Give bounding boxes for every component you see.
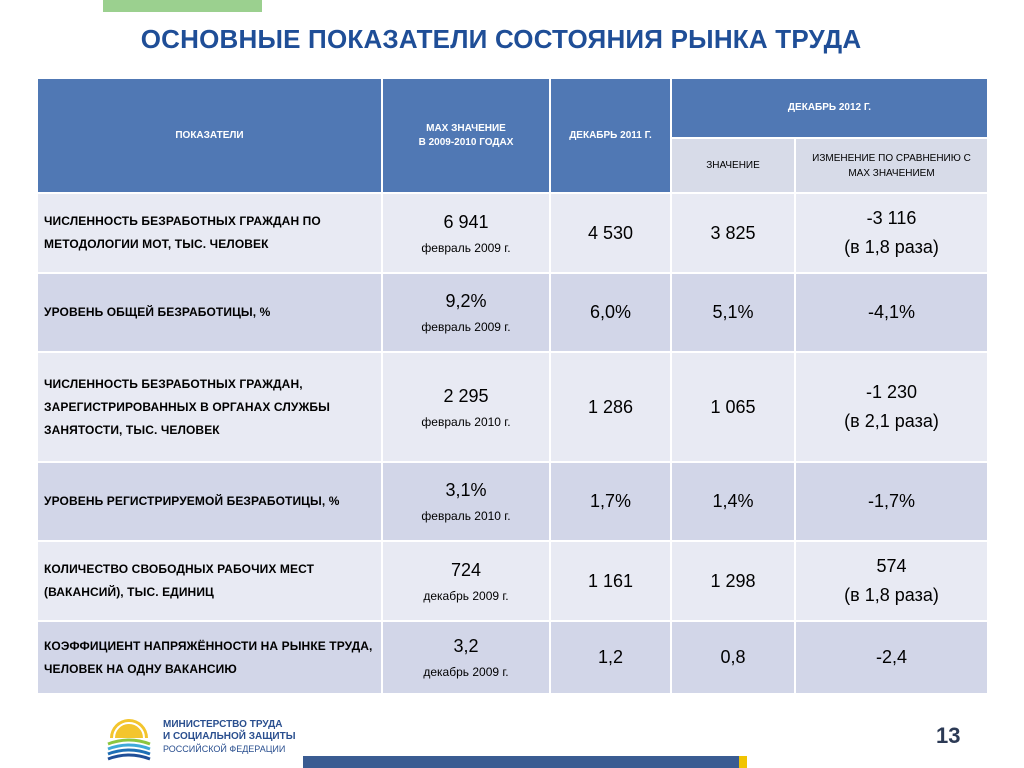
- max-date: февраль 2010 г.: [421, 414, 511, 429]
- change-cell: [795, 193, 988, 273]
- max-date: декабрь 2009 г.: [423, 588, 509, 603]
- row-max: [382, 462, 550, 541]
- max-date: февраль 2009 г.: [421, 240, 511, 255]
- change-note: (в 1,8 раза): [844, 585, 939, 605]
- max-value: 3,1%: [445, 480, 487, 500]
- page-title: ОСНОВНЫЕ ПОКАЗАТЕЛИ СОСТОЯНИЯ РЫНКА ТРУДА: [140, 24, 862, 54]
- change-note: (в 1,8 раза): [844, 237, 939, 257]
- change-value: 574: [876, 556, 907, 576]
- change-value: -1,7%: [795, 462, 988, 541]
- ministry-name: [163, 719, 296, 755]
- max-value: 9,2%: [445, 291, 487, 311]
- labor-market-table: [36, 77, 989, 695]
- dec-2011-value: 4 530: [550, 193, 671, 273]
- table-row: [37, 462, 988, 541]
- table-row: [37, 352, 988, 462]
- table-row: [37, 541, 988, 621]
- change-value: -1 230: [865, 382, 918, 402]
- change-value: -4,1%: [795, 273, 988, 352]
- change-cell: [795, 352, 988, 462]
- dec-2012-value: 0,8: [671, 621, 795, 694]
- table-row: [37, 193, 988, 273]
- row-name: ЧИСЛЕННОСТЬ БЕЗРАБОТНЫХ ГРАЖДАН, ЗАРЕГИСТРИРОВАННЫХ В ОРГАНАХ СЛУЖБЫ ЗАНЯТОСТИ, ТЫС. ЧЕЛОВЕК: [37, 352, 382, 462]
- logo-sun-icon: [110, 719, 148, 738]
- row-name: КОЛИЧЕСТВО СВОБОДНЫХ РАБОЧИХ МЕСТ (ВАКАНСИЙ), ТЫС. ЕДИНИЦ: [37, 541, 382, 621]
- ministry-line-3: РОССИЙСКОЙ ФЕДЕРАЦИИ: [163, 744, 286, 754]
- dec-2011-value: 6,0%: [550, 273, 671, 352]
- row-max: [382, 193, 550, 273]
- header-max-value: [382, 78, 550, 193]
- header-dec-2012: ДЕКАБРЬ 2012 Г.: [671, 78, 988, 138]
- ministry-logo: [106, 716, 152, 762]
- row-name: УРОВЕНЬ РЕГИСТРИРУЕМОЙ БЕЗРАБОТИЦЫ, %: [37, 462, 382, 541]
- table-row: [37, 273, 988, 352]
- row-max: [382, 541, 550, 621]
- change-value: -2,4: [795, 621, 988, 694]
- max-date: февраль 2010 г.: [421, 509, 511, 523]
- header-change: ИЗМЕНЕНИЕ ПО СРАВНЕНИЮ С MAX ЗНАЧЕНИЕМ: [795, 138, 988, 193]
- dec-2011-value: 1 161: [550, 541, 671, 621]
- ministry-line-1: МИНИСТЕРСТВО ТРУДА: [163, 719, 283, 730]
- dec-2012-value: 1 065: [671, 352, 795, 462]
- header-max-line1: MAX ЗНАЧЕНИЕ: [426, 122, 506, 134]
- row-max: [382, 621, 550, 694]
- ministry-line-2: И СОЦИАЛЬНОЙ ЗАЩИТЫ: [163, 731, 296, 742]
- max-value: 6 941: [443, 211, 489, 232]
- change-value: -3 116: [866, 208, 917, 228]
- header-indicators: ПОКАЗАТЕЛИ: [37, 78, 382, 193]
- dec-2012-value: 1 298: [671, 541, 795, 621]
- bottom-bar-accent: [739, 756, 747, 768]
- row-name: ЧИСЛЕННОСТЬ БЕЗРАБОТНЫХ ГРАЖДАН ПО МЕТОДОЛОГИИ МОТ, ТЫС. ЧЕЛОВЕК: [37, 193, 382, 273]
- dec-2012-value: 1,4%: [671, 462, 795, 541]
- dec-2011-value: 1 286: [550, 352, 671, 462]
- row-name: УРОВЕНЬ ОБЩЕЙ БЕЗРАБОТИЦЫ, %: [37, 273, 382, 352]
- header-dec-2011: ДЕКАБРЬ 2011 Г.: [550, 78, 671, 193]
- max-value: 2 295: [443, 385, 489, 406]
- page-number: 13: [936, 723, 961, 748]
- dec-2011-value: 1,2: [550, 621, 671, 694]
- dec-2012-value: 3 825: [671, 193, 795, 273]
- dec-2011-value: 1,7%: [550, 462, 671, 541]
- change-note: (в 2,1 раза): [844, 411, 939, 431]
- bottom-bar: [303, 756, 739, 768]
- row-max: [382, 273, 550, 352]
- max-value: 3,2: [453, 636, 479, 656]
- dec-2012-value: 5,1%: [671, 273, 795, 352]
- row-name: КОЭФФИЦИЕНТ НАПРЯЖЁННОСТИ НА РЫНКЕ ТРУДА, ЧЕЛОВЕК НА ОДНУ ВАКАНСИЮ: [37, 621, 382, 694]
- top-accent-bar: [103, 0, 262, 12]
- max-date: февраль 2009 г.: [421, 320, 511, 334]
- header-max-line2: В 2009-2010 ГОДАХ: [418, 136, 514, 148]
- header-value: ЗНАЧЕНИЕ: [671, 138, 795, 193]
- max-value: 724: [450, 559, 482, 580]
- max-date: декабрь 2009 г.: [423, 665, 509, 679]
- change-cell: [795, 541, 988, 621]
- table-row: [37, 621, 988, 694]
- row-max: [382, 352, 550, 462]
